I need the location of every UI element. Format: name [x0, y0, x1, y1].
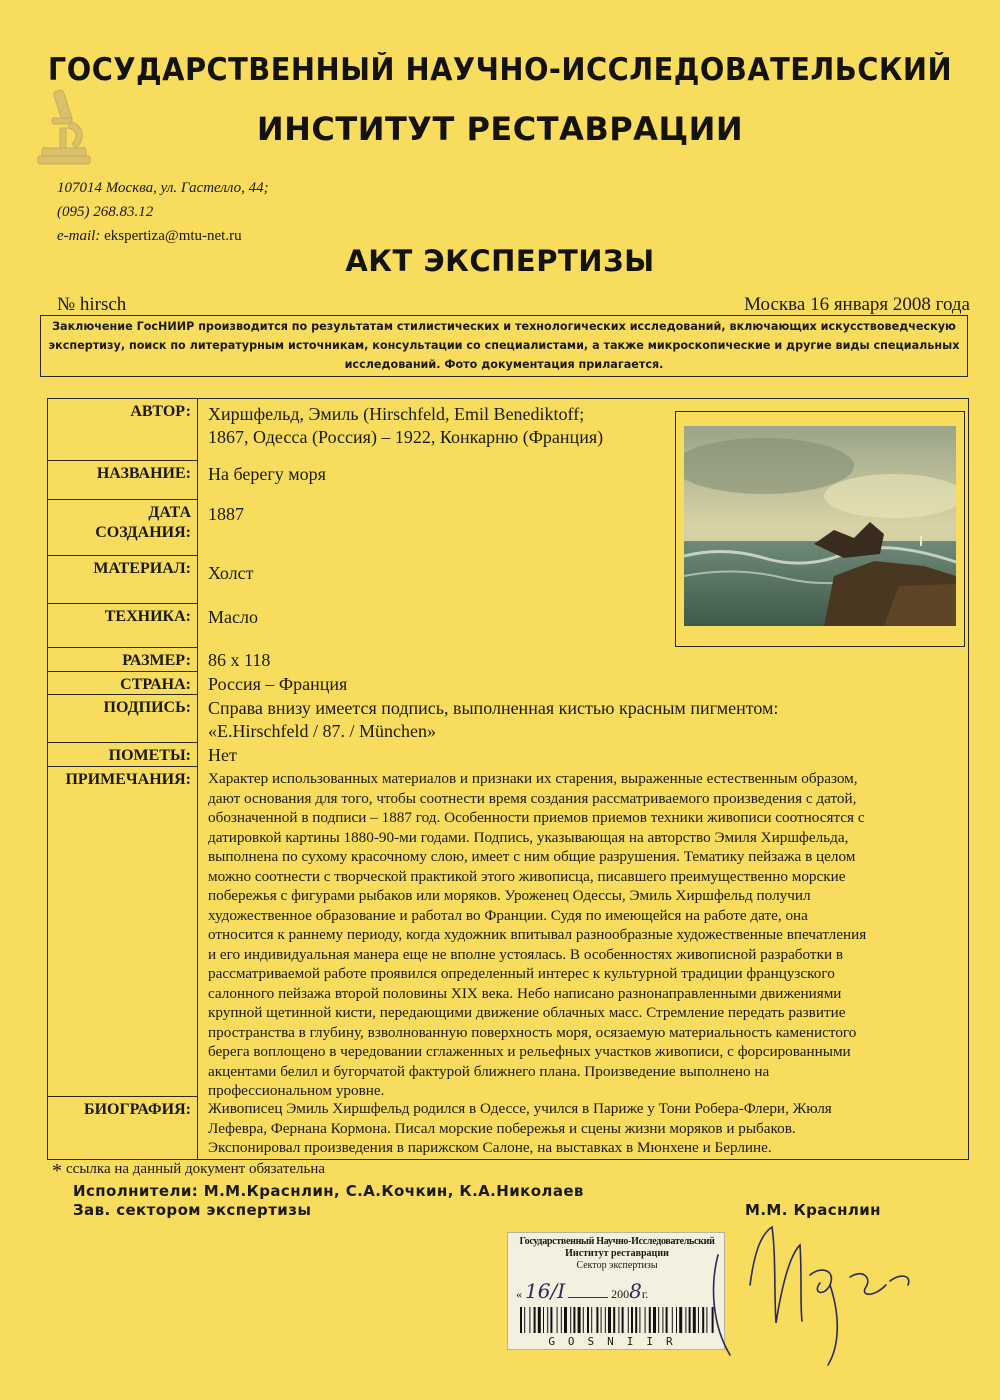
- notes-line: берега воплощено в чередовании сглаженных и рельефных участков живописи, с форсированными: [208, 1043, 851, 1060]
- value-author-line2: 1867, Одесса (Россия) – 1922, Конкарню (Франция): [208, 427, 604, 447]
- barcode-bar: [538, 1307, 541, 1333]
- label-author: АВТОР:: [48, 399, 197, 461]
- barcode-bar: [561, 1307, 562, 1333]
- notes-line: Характер использованных материалов и признаки их старения, выраженные естественным образом,: [208, 770, 858, 787]
- barcode-bar: [649, 1307, 651, 1333]
- value-notes: [208, 769, 866, 1101]
- barcode-text: GOSNIIR: [548, 1335, 686, 1348]
- stamp-year-prefix: 200: [611, 1287, 630, 1301]
- label-technique: ТЕХНИКА:: [48, 604, 197, 648]
- barcode-bar: [658, 1307, 659, 1333]
- document-title: АКТ ЭКСПЕРТИЗЫ: [345, 244, 655, 278]
- email-value: ekspertiza@mtu-net.ru: [104, 228, 242, 244]
- barcode-bar: [653, 1307, 656, 1333]
- barcode-bar: [622, 1307, 624, 1333]
- barcode-bar: [635, 1307, 637, 1333]
- document-number: № hirsch: [57, 294, 127, 315]
- painting-photo: [684, 426, 956, 626]
- barcode-bar: [676, 1307, 677, 1333]
- barcode-bar: [639, 1307, 640, 1333]
- notes-line: профессиональном уровне.: [208, 1082, 385, 1099]
- value-marks: Нет: [208, 745, 237, 765]
- barcode-bar: [570, 1307, 571, 1333]
- value-title: На берегу моря: [208, 464, 326, 484]
- barcode-bar: [662, 1307, 663, 1333]
- notes-line: художественное образование и работал во Франции. Судя по имеющейся на работе дате, она: [208, 906, 808, 924]
- barcode-bar: [685, 1307, 686, 1333]
- stamp-date-blank: [568, 1297, 608, 1298]
- label-signature: ПОДПИСЬ:: [48, 695, 197, 743]
- barcode-bar: [583, 1307, 584, 1333]
- label-title: НАЗВАНИЕ:: [48, 461, 197, 500]
- value-material: Холст: [208, 563, 254, 583]
- contacts-block: [57, 176, 269, 248]
- barcode-bar: [543, 1307, 544, 1333]
- notes-line: выполнена по сухому красочному слою, имеет с ним общие разрушения. Тематику пейзажа в целом: [208, 848, 856, 865]
- value-size: 86 х 118: [208, 650, 271, 670]
- address: 107014 Москва, ул. Гастелло, 44;: [57, 180, 269, 196]
- footnote-text: ссылка на данный документ обязательна: [66, 1161, 326, 1177]
- barcode-bar: [550, 1307, 552, 1333]
- barcode-bar: [628, 1307, 629, 1333]
- label-date-line2: СОЗДАНИЯ:: [95, 524, 191, 541]
- barcode-bar: [666, 1307, 668, 1333]
- notes-line: рассматриваемой работе проявился определенный интерес к культурной традиции французского: [208, 965, 835, 982]
- notes-line: можно соотнести с творческой практикой этого живописца, писавшего преимущественно морские: [208, 867, 846, 885]
- barcode-bar: [573, 1307, 575, 1333]
- value-date: 1887: [208, 504, 244, 524]
- barcode-bar: [679, 1307, 682, 1333]
- footnote-asterisk: *: [52, 1160, 62, 1182]
- barcode-bar: [534, 1307, 536, 1333]
- value-biography: [208, 1099, 832, 1158]
- barcode-bar: [605, 1307, 606, 1333]
- footnote: [52, 1160, 325, 1183]
- barcode-bar: [601, 1307, 602, 1333]
- barcode-bar: [520, 1307, 522, 1333]
- handwritten-signature: [690, 1215, 940, 1375]
- biography-line: Лефевра, Фернана Кормона. Писал морские побережья и сцены жизни моряков и рыбаков.: [208, 1119, 796, 1137]
- barcode-bar: [631, 1307, 633, 1333]
- value-author: [208, 403, 603, 449]
- label-material: МАТЕРИАЛ:: [48, 556, 197, 604]
- notes-line: побережья с фигурами рыбаков или моряков. Уроженец Одессы, Эмиль Хиршфельд получил: [208, 887, 811, 904]
- barcode-bar: [524, 1307, 525, 1333]
- value-signature-line1: Справа внизу имеется подпись, выполненная кистью красным пигментом:: [208, 698, 779, 718]
- barcode-bar: [547, 1307, 548, 1333]
- barcode-bar: [608, 1307, 611, 1333]
- label-biography: БИОГРАФИЯ:: [84, 1101, 191, 1118]
- painting-photo-frame: [675, 411, 965, 647]
- stamp-sector: Сектор экспертизы: [576, 1260, 658, 1271]
- stamp-institute-line1: Государственный Научно-Исследовательский: [519, 1236, 715, 1247]
- stamp-date-open: «: [516, 1287, 522, 1301]
- phone: (095) 268.83.12: [57, 204, 154, 220]
- notes-line: салонного пейзажа второй половины XIX века. Небо написано разнонаправленными движениями: [208, 984, 842, 1002]
- biography-line: Экспонировал произведения в парижском Салоне, на выставках в Мюнхене и Берлине.: [208, 1139, 772, 1156]
- barcode-bar: [613, 1307, 615, 1333]
- executors: Исполнители: М.М.Краснлин, С.А.Кочкин, К.А.Николаев: [73, 1182, 584, 1200]
- notes-line: относится к раннему периоду, когда художник впитывал разнообразные художественные впечатления: [208, 926, 867, 943]
- notes-line: дают основания для того, чтобы соотнести время создания рассматриваемого произведения с датой,: [208, 789, 857, 807]
- notes-line: и его индивидуальная манера еще не вполне устоялась. В особенностях живописной разработки в: [208, 945, 844, 963]
- stamp-institute-line2: Институт реставрации: [565, 1248, 669, 1259]
- stamp-year-handwritten: 8: [629, 1279, 642, 1303]
- label-size: РАЗМЕР:: [48, 648, 197, 672]
- label-country: СТРАНА:: [48, 672, 197, 695]
- value-country: Россия – Франция: [208, 674, 348, 694]
- biography-line: Живописец Эмиль Хиршфельд родился в Одессе, учился в Париже у Тони Робера-Флери, Жюля: [208, 1100, 832, 1117]
- label-notes: ПРИМЕЧАНИЯ:: [48, 767, 197, 1097]
- label-date: [48, 500, 197, 556]
- notes-line: пространства в глубину, взволнованную поверхность моря, осязаемую материальность каменистого: [208, 1023, 857, 1041]
- barcode-bar: [645, 1307, 646, 1333]
- barcode-bar: [578, 1307, 581, 1333]
- label-column: [48, 399, 198, 1159]
- notes-line: акцентами белил и бугорчатой фактурой ближнего плана. Произведение выполнено на: [208, 1062, 770, 1080]
- value-author-line1: Хиршфельд, Эмиль (Hirschfeld, Emil Benediktoff;: [208, 404, 585, 424]
- expertise-table: [47, 398, 969, 1160]
- document-place-date: Москва 16 января 2008 года: [744, 294, 970, 315]
- email-label: e-mail:: [57, 228, 101, 244]
- value-technique: Масло: [208, 607, 258, 627]
- barcode-bar: [591, 1307, 592, 1333]
- barcode-bar: [618, 1307, 619, 1333]
- head-title: Зав. сектором экспертизы: [73, 1201, 312, 1219]
- notice-box: Заключение ГосНИИР производится по результатам стилистических и технологических исследований, включающих искусствоведческую экспертизу, поиск по литературным источникам, консультации со специалистами, а также микроскопические и другие виды специальных исследований. Фото документация прилагается.: [40, 315, 968, 377]
- value-signature: [208, 697, 778, 743]
- barcode-bar: [529, 1307, 530, 1333]
- stamp-date: [516, 1279, 716, 1303]
- stamp-date-close: г.: [641, 1287, 649, 1301]
- notes-line: обозначенной в подписи – 1887 год. Особенности приемов приемов техники живописи соотносятся с: [208, 809, 865, 826]
- label-marks: ПОМЕТЫ:: [48, 743, 197, 767]
- institute-name-line2: ИНСТИТУТ РЕСТАВРАЦИИ: [256, 110, 744, 148]
- head-name: М.М. Краснлин: [745, 1201, 881, 1219]
- institute-name-line1: ГОСУДАРСТВЕННЫЙ НАУЧНО-ИССЛЕДОВАТЕЛЬСКИЙ: [47, 52, 953, 88]
- barcode-icon: [518, 1307, 716, 1333]
- barcode-bar: [587, 1307, 589, 1333]
- value-signature-line2: «E.Hirschfeld / 87. / München»: [208, 721, 436, 741]
- notes-line: датировкой картины 1880-90-ми годами. Подпись, указывающая на авторство Эмиля Хиршфельда,: [208, 828, 849, 846]
- barcode-bar: [672, 1307, 673, 1333]
- notes-line: крупной щетинной кисти, передающими движение облачных масс. Стремление передать развитие: [208, 1004, 846, 1021]
- barcode-bar: [596, 1307, 598, 1333]
- barcode-bar: [557, 1307, 558, 1333]
- label-date-line1: ДАТА: [148, 504, 191, 521]
- stamp-date-handwritten: 16/I: [525, 1279, 566, 1303]
- barcode-bar: [564, 1307, 567, 1333]
